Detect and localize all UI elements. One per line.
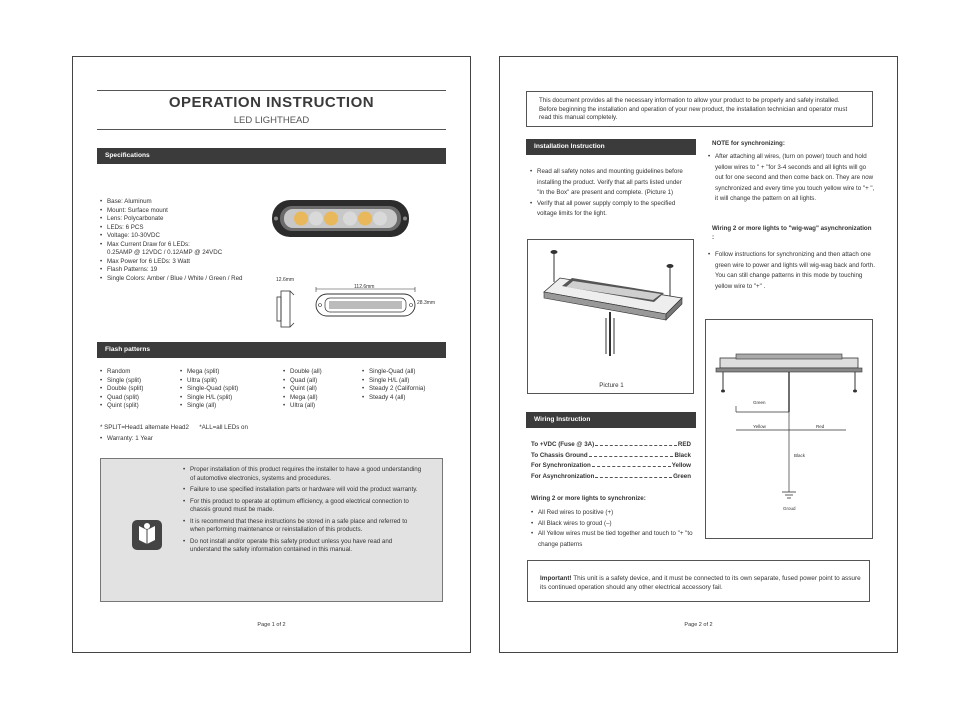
wire-label-yellow: Yellow <box>753 424 766 429</box>
important-text <box>540 574 862 592</box>
flash-pattern-column <box>100 368 180 411</box>
wiring-line-label: For Asynchronization <box>531 472 595 480</box>
wiring-2-list <box>531 508 696 550</box>
safety-notice-list <box>183 466 423 558</box>
flash-pattern-item: • Mega (all) <box>283 394 363 403</box>
dimension-length-label: 112.6mm <box>354 284 375 290</box>
spec-item: • Max Current Draw for 6 LEDs: <box>100 241 280 250</box>
flash-pattern-column <box>180 368 280 411</box>
split-note: * SPLIT=Head1 alternate Head2 *ALL=all LEDs on <box>100 424 248 431</box>
dimension-depth-label: 12.6mm <box>276 277 295 283</box>
installation-header: Installation Instruction <box>526 139 696 155</box>
flash-pattern-item: • Single-Quad (split) <box>180 385 280 394</box>
flash-pattern-item: • Quad (split) <box>100 394 180 403</box>
dimension-height-label: 28.3mm <box>417 300 436 306</box>
flash-pattern-item: • Mega (split) <box>180 368 280 377</box>
wire-label-ground: Groud <box>783 506 796 511</box>
wiring-line-color: Black <box>674 451 691 459</box>
side-view-drawing <box>276 287 296 332</box>
wigwag-list <box>708 250 876 292</box>
wiring-header: Wiring Instruction <box>526 412 696 428</box>
intro-box <box>526 91 873 127</box>
manual-page-1 <box>72 56 471 653</box>
wire-label-red: Red <box>816 424 825 429</box>
title-rule-bottom <box>97 129 446 130</box>
sync-item: • After attaching all wires, (turn on power) touch and hold yellow wires to " + "for 3-4 seconds and all lights will go out for one second and then come back on. They are now synchronized and every time you touch yellow wire to "+ ", it will change the pattern on all lights. <box>708 152 876 205</box>
important-body: This unit is a safety device, and it must be connected to its own separate, fused power point to assure its continued operation should any other electrical accessory fail. <box>540 575 861 591</box>
flash-pattern-item: • Steady 2 (California) <box>362 385 462 394</box>
wiring-2-item: • All Black wires to groud (–) <box>531 519 696 530</box>
wiring-line-color: Yellow <box>671 462 691 469</box>
led-lighthead-image <box>271 198 411 240</box>
safety-notice-item: • Do not install and/or operate this safety product unless you have read and understand the safety information contained in this manual. <box>183 538 423 555</box>
flash-pattern-item: • Single H/L (split) <box>180 394 280 403</box>
manual-page-2 <box>499 56 898 653</box>
important-box <box>527 560 870 602</box>
wire-label-green: Green <box>753 400 766 405</box>
spec-item: • Voltage: 10-30VDC <box>100 232 280 241</box>
wigwag-title: Wiring 2 or more lights to "wig-wag" asynchronization : <box>712 225 872 241</box>
wiring-line <box>531 472 691 483</box>
safety-notice-item: • It is recommend that these instructions be stored in a safe place and referred to when performing maintenance or reinstallation of this products. <box>183 518 423 535</box>
flash-pattern-column <box>283 368 363 411</box>
wiring-line <box>531 461 691 472</box>
flash-pattern-item: • Quint (split) <box>100 402 180 411</box>
intro-text: This document provides all the necessary information to allow your product to be properly and safely installed. Before beginning the installation and operation of your new product, the installation technician and operator must read this manual completely. <box>539 97 848 121</box>
wiring-2-title: Wiring 2 or more lights to synchronize: <box>531 495 646 502</box>
wiring-line <box>531 440 691 451</box>
safety-book-icon <box>132 520 162 550</box>
spec-item: • Single Colors: Amber / Blue / White / Green / Red <box>100 275 280 284</box>
spec-item: • Lens: Polycarbonate <box>100 215 280 224</box>
flash-pattern-column <box>362 368 462 402</box>
title-rule-top <box>97 90 446 91</box>
flash-patterns-header: Flash patterns <box>97 342 446 358</box>
warranty-text: • Warranty: 1 Year <box>100 435 250 444</box>
page-footer: Page 2 of 2 <box>684 622 713 628</box>
flash-pattern-item: • Random <box>100 368 180 377</box>
safety-notice-item: • Failure to use specified installation parts or hardware will void the product warranty. <box>183 486 423 495</box>
document-subtitle: LED LIGHTHEAD <box>233 115 310 126</box>
specifications-header: Specifications <box>97 148 446 164</box>
specifications-list <box>100 198 280 283</box>
flash-pattern-item: • Single (all) <box>180 402 280 411</box>
wiring-line-leader <box>589 456 674 457</box>
flash-pattern-item: • Single (split) <box>100 377 180 386</box>
wiring-lines <box>531 440 691 482</box>
installation-list <box>530 167 690 220</box>
wiring-2-item: • All Yellow wires must be tied together and touch to "+ "to change patterns <box>531 529 696 550</box>
flash-pattern-item: • Ultra (all) <box>283 402 363 411</box>
wire-label-black: Black <box>794 453 806 458</box>
spec-item: • Max Power for 6 LEDs: 3 Watt <box>100 258 280 267</box>
front-view-drawing <box>313 286 423 320</box>
wiring-line-color: RED <box>677 441 691 448</box>
important-label: Important! <box>540 575 572 582</box>
safety-notice-box <box>100 458 443 602</box>
spec-item: • Mount: Surface mount <box>100 207 280 216</box>
warranty-list <box>100 435 250 444</box>
flash-pattern-item: • Single H/L (all) <box>362 377 462 386</box>
flash-pattern-item: • Quint (all) <box>283 385 363 394</box>
spec-item: • Flash Patterns: 19 <box>100 266 280 275</box>
sync-title: NOTE for synchronizing: <box>712 140 785 147</box>
wiring-line-label: To +VDC (Fuse @ 3A) <box>531 441 595 448</box>
installation-item: • Read all safety notes and mounting guidelines before installing the product. Verify that all parts listed under "In the Box" are present and complete. (Picture 1) <box>530 167 690 199</box>
spec-item: • Base: Aluminum <box>100 198 280 207</box>
spec-item: 0.25AMP @ 12VDC / 0.12AMP @ 24VDC <box>107 249 223 256</box>
installation-item: • Verify that all power supply comply to the specified voltage limits for the light. <box>530 199 690 220</box>
wiring-line <box>531 451 691 462</box>
page-footer: Page 1 of 2 <box>257 622 286 628</box>
picture-1-caption: Picture 1 <box>599 382 624 389</box>
spec-item: • LEDs: 6 PCS <box>100 224 280 233</box>
mounting-picture <box>532 244 690 369</box>
wiring-line-label: To Chassis Ground <box>531 451 588 459</box>
wiring-line-leader <box>595 477 672 478</box>
safety-notice-item: • Proper installation of this product requires the installer to have a good understanding of automotive electronics, systems and procedures. <box>183 466 423 483</box>
sync-list <box>708 152 876 205</box>
document-title: OPERATION INSTRUCTION <box>168 94 375 111</box>
flash-pattern-item: • Double (all) <box>283 368 363 377</box>
flash-pattern-item: • Single-Quad (all) <box>362 368 462 377</box>
wiring-line-label: For Synchronization <box>531 462 591 469</box>
wiring-line-leader <box>595 445 677 446</box>
wiring-line-leader <box>592 466 671 467</box>
wiring-2-item: • All Red wires to positive (+) <box>531 508 696 519</box>
safety-notice-item: • For this product to operate at optimum efficiency, a good electrical connection to chassis ground must be made. <box>183 498 423 515</box>
flash-pattern-item: • Quad (all) <box>283 377 363 386</box>
picture-1-frame <box>527 239 694 394</box>
flash-pattern-item: • Steady 4 (all) <box>362 394 462 403</box>
flash-pattern-item: • Double (split) <box>100 385 180 394</box>
flash-pattern-item: • Ultra (split) <box>180 377 280 386</box>
wigwag-item: • Follow instructions for synchronizing and then attach one green wire to power and lights will wig-wag back and forth. You can still change patterns in this mode by touching yellow wire to "+" . <box>708 250 876 292</box>
wiring-line-color: Green <box>673 472 691 480</box>
wiring-diagram <box>705 319 873 539</box>
